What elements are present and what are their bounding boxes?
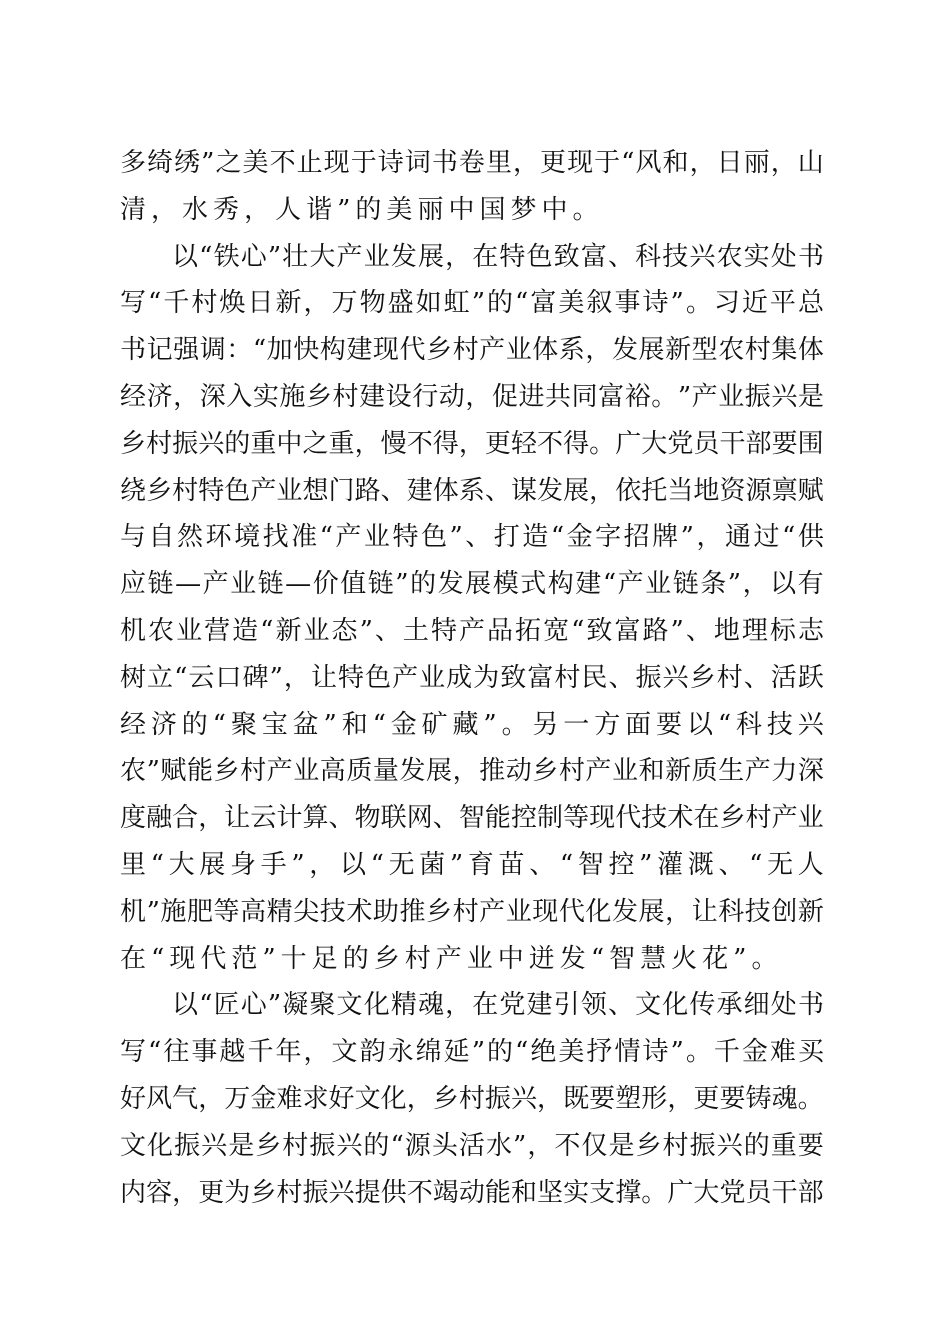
text-line: 农 ” 赋 能 乡 村 产 业 高 质 量 发 展 ， 推 动 乡 村 产 业 和 新 质 生 产 力 深 <box>120 756 824 787</box>
text-line: 多 绮 绣 ” 之 美 不 止 现 于 诗 词 书 卷 里 ， 更 现 于 “ 风 和 ， 日 丽 ， 山 <box>120 148 824 178</box>
text-line: 经 济 的 “ 聚 宝 盆 ” 和 “ 金 矿 藏 ” 。 另 一 方 面 要 以 “ 科 技 兴 <box>120 709 824 740</box>
text-line: 在 “ 现 代 范 ” 十 足 的 乡 村 产 业 中 迸 发 “ 智 慧 火 花 ” 。 <box>120 943 778 974</box>
text-line: 应 链 — 产 业 链 — 价 值 链 ” 的 发 展 模 式 构 建 “ 产 业 链 条 ” ， 以 有 <box>120 569 824 600</box>
text-line: 与 自 然 环 境 找 准 “ 产 业 特 色 ” 、 打 造 “ 金 字 招 牌 ” ， 通 过 “ 供 <box>120 522 824 553</box>
text-line: 经 济 ， 深 入 实 施 乡 村 建 设 行 动 ， 促 进 共 同 富 裕 。 ” 产 业 振 兴 是 <box>120 381 824 412</box>
body-text <box>120 140 824 1216</box>
text-line: 机 ” 施 肥 等 高 精 尖 技 术 助 推 乡 村 产 业 现 代 化 发 展 ， 让 科 技 创 新 <box>120 896 824 927</box>
text-line: 树 立 “ 云 口 碑 ” ， 让 特 色 产 业 成 为 致 富 村 民 、 振 兴 乡 村 、 活 跃 <box>120 662 824 693</box>
text-line: 书 记 强 调 ： “ 加 快 构 建 现 代 乡 村 产 业 体 系 ， 发 展 新 型 农 村 集 体 <box>120 335 824 366</box>
text-line: 好 风 气 ， 万 金 难 求 好 文 化 ， 乡 村 振 兴 ， 既 要 塑 形 ， 更 要 铸 魂 。 <box>120 1083 824 1114</box>
text-line: 以 “ 铁 心 ” 壮 大 产 业 发 展 ， 在 特 色 致 富 、 科 技 兴 农 实 处 书 <box>172 241 824 272</box>
text-line: 内 容 ， 更 为 乡 村 振 兴 提 供 不 竭 动 能 和 坚 实 支 撑 。 广 大 党 员 干 部 <box>120 1177 824 1208</box>
text-line: 机 农 业 营 造 “ 新 业 态 ” 、 土 特 产 品 拓 宽 “ 致 富 路 ” 、 地 理 标 志 <box>120 615 824 646</box>
text-line: 写 “ 千 村 焕 日 新 ， 万 物 盛 如 虹 ” 的 “ 富 美 叙 事 诗 ” 。 习 近 平 总 <box>120 288 824 319</box>
text-line: 绕 乡 村 特 色 产 业 想 门 路 、 建 体 系 、 谋 发 展 ， 依 托 当 地 资 源 禀 赋 <box>120 475 824 506</box>
text-line: 清 ， 水 秀 ， 人 谐 ” 的 美 丽 中 国 梦 中 。 <box>120 194 599 225</box>
text-line: 度 融 合 ， 让 云 计 算 、 物 联 网 、 智 能 控 制 等 现 代 技 术 在 乡 村 产 业 <box>120 803 824 834</box>
text-line: 写 “ 往 事 越 千 年 ， 文 韵 永 绵 延 ” 的 “ 绝 美 抒 情 诗 ” 。 千 金 难 买 <box>120 1037 824 1068</box>
text-line: 里 “ 大 展 身 手 ” ， 以 “ 无 菌 ” 育 苗 、 “ 智 控 ” 灌 溉 、 “ 无 人 <box>120 849 824 880</box>
text-line: 乡 村 振 兴 的 重 中 之 重 ， 慢 不 得 ， 更 轻 不 得 。 广 大 党 员 干 部 要 围 <box>120 428 824 459</box>
text-line: 以 “ 匠 心 ” 凝 聚 文 化 精 魂 ， 在 党 建 引 领 、 文 化 传 承 细 处 书 <box>172 990 824 1021</box>
text-line: 文 化 振 兴 是 乡 村 振 兴 的 “ 源 头 活 水 ” ， 不 仅 是 乡 村 振 兴 的 重 要 <box>120 1130 824 1161</box>
